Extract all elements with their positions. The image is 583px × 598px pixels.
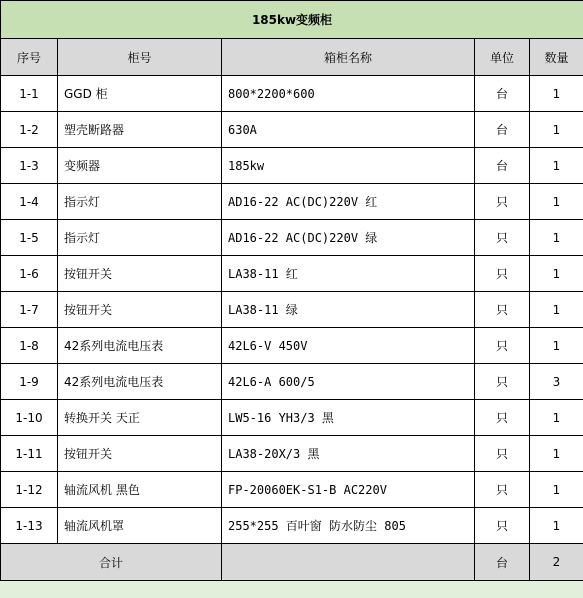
cell-cabinet-no[interactable]: GGD 柜 (58, 76, 222, 112)
cell-seq[interactable]: 1-7 (1, 292, 58, 328)
cell-cabinet-no[interactable]: 42系列电流电压表 (58, 364, 222, 400)
table-row (1, 76, 583, 112)
table-row (1, 436, 583, 472)
cell-seq[interactable]: 1-8 (1, 328, 58, 364)
cell-unit[interactable]: 台 (475, 148, 530, 184)
cell-name[interactable]: LW5-16 YH3/3 黑 (222, 400, 475, 436)
header-row (1, 39, 583, 76)
cell-unit[interactable]: 只 (475, 436, 530, 472)
cell-unit[interactable]: 只 (475, 400, 530, 436)
cell-cabinet-no[interactable]: 指示灯 (58, 220, 222, 256)
table-row (1, 364, 583, 400)
cell-qty[interactable]: 1 (530, 472, 583, 508)
cell-qty[interactable]: 1 (530, 112, 583, 148)
cell-unit[interactable]: 只 (475, 364, 530, 400)
cell-cabinet-no[interactable]: 指示灯 (58, 184, 222, 220)
cell-qty[interactable]: 1 (530, 256, 583, 292)
cell-seq[interactable]: 1-9 (1, 364, 58, 400)
total-qty[interactable]: 2 (530, 544, 583, 581)
cell-seq[interactable]: 1-5 (1, 220, 58, 256)
table-row (1, 292, 583, 328)
table-row (1, 508, 583, 544)
cell-qty[interactable]: 1 (530, 76, 583, 112)
cell-name[interactable]: 630A (222, 112, 475, 148)
cell-seq[interactable]: 1-3 (1, 148, 58, 184)
cell-seq[interactable]: 1-1 (1, 76, 58, 112)
cell-cabinet-no[interactable]: 变频器 (58, 148, 222, 184)
total-unit[interactable]: 台 (475, 544, 530, 581)
cell-name[interactable]: LA38-20X/3 黑 (222, 436, 475, 472)
cell-qty[interactable]: 1 (530, 184, 583, 220)
cell-qty[interactable]: 1 (530, 220, 583, 256)
cell-seq[interactable]: 1-13 (1, 508, 58, 544)
cell-unit[interactable]: 台 (475, 112, 530, 148)
cell-seq[interactable]: 1-6 (1, 256, 58, 292)
total-label[interactable]: 合计 (1, 544, 222, 581)
cell-qty[interactable]: 1 (530, 508, 583, 544)
cell-cabinet-no[interactable]: 轴流风机 黑色 (58, 472, 222, 508)
header-cabinet-no[interactable]: 柜号 (58, 39, 222, 76)
cell-seq[interactable]: 1-2 (1, 112, 58, 148)
total-name-cell[interactable] (222, 544, 475, 581)
cell-seq[interactable]: 1-10 (1, 400, 58, 436)
cell-qty[interactable]: 1 (530, 400, 583, 436)
cell-unit[interactable]: 只 (475, 220, 530, 256)
cell-unit[interactable]: 只 (475, 184, 530, 220)
cell-name[interactable]: LA38-11 红 (222, 256, 475, 292)
total-row (1, 544, 583, 581)
cell-name[interactable]: 255*255 百叶窗 防水防尘 805 (222, 508, 475, 544)
cell-name[interactable]: 42L6-A 600/5 (222, 364, 475, 400)
cell-name[interactable]: AD16-22 AC(DC)220V 绿 (222, 220, 475, 256)
cell-unit[interactable]: 只 (475, 508, 530, 544)
cell-seq[interactable]: 1-4 (1, 184, 58, 220)
table-row (1, 184, 583, 220)
cell-name[interactable]: 42L6-V 450V (222, 328, 475, 364)
cell-cabinet-no[interactable]: 42系列电流电压表 (58, 328, 222, 364)
table-row (1, 256, 583, 292)
cell-cabinet-no[interactable]: 按钮开关 (58, 292, 222, 328)
cell-seq[interactable]: 1-11 (1, 436, 58, 472)
header-qty[interactable]: 数量 (530, 39, 583, 76)
header-unit[interactable]: 单位 (475, 39, 530, 76)
cell-cabinet-no[interactable]: 按钮开关 (58, 256, 222, 292)
cell-name[interactable]: LA38-11 绿 (222, 292, 475, 328)
table-title[interactable]: 185kw变频柜 (1, 1, 583, 39)
cell-cabinet-no[interactable]: 塑壳断路器 (58, 112, 222, 148)
cell-unit[interactable]: 只 (475, 292, 530, 328)
table-row (1, 148, 583, 184)
table-row (1, 220, 583, 256)
table-row (1, 472, 583, 508)
table-row (1, 112, 583, 148)
cell-qty[interactable]: 1 (530, 436, 583, 472)
cell-name[interactable]: 185kw (222, 148, 475, 184)
cell-cabinet-no[interactable]: 轴流风机罩 (58, 508, 222, 544)
cell-qty[interactable]: 1 (530, 292, 583, 328)
cell-cabinet-no[interactable]: 转换开关 天正 (58, 400, 222, 436)
cell-qty[interactable]: 1 (530, 148, 583, 184)
cell-cabinet-no[interactable]: 按钮开关 (58, 436, 222, 472)
cell-name[interactable]: AD16-22 AC(DC)220V 红 (222, 184, 475, 220)
table-row (1, 328, 583, 364)
cell-unit[interactable]: 只 (475, 256, 530, 292)
cell-name[interactable]: 800*2200*600 (222, 76, 475, 112)
header-seq[interactable]: 序号 (1, 39, 58, 76)
cell-qty[interactable]: 1 (530, 328, 583, 364)
cell-name[interactable]: FP-20060EK-S1-B AC220V (222, 472, 475, 508)
header-name[interactable]: 箱柜名称 (222, 39, 475, 76)
title-row (1, 1, 583, 39)
cell-unit[interactable]: 只 (475, 328, 530, 364)
cell-unit[interactable]: 只 (475, 472, 530, 508)
table-row (1, 400, 583, 436)
cell-seq[interactable]: 1-12 (1, 472, 58, 508)
cell-qty[interactable]: 3 (530, 364, 583, 400)
cell-unit[interactable]: 台 (475, 76, 530, 112)
